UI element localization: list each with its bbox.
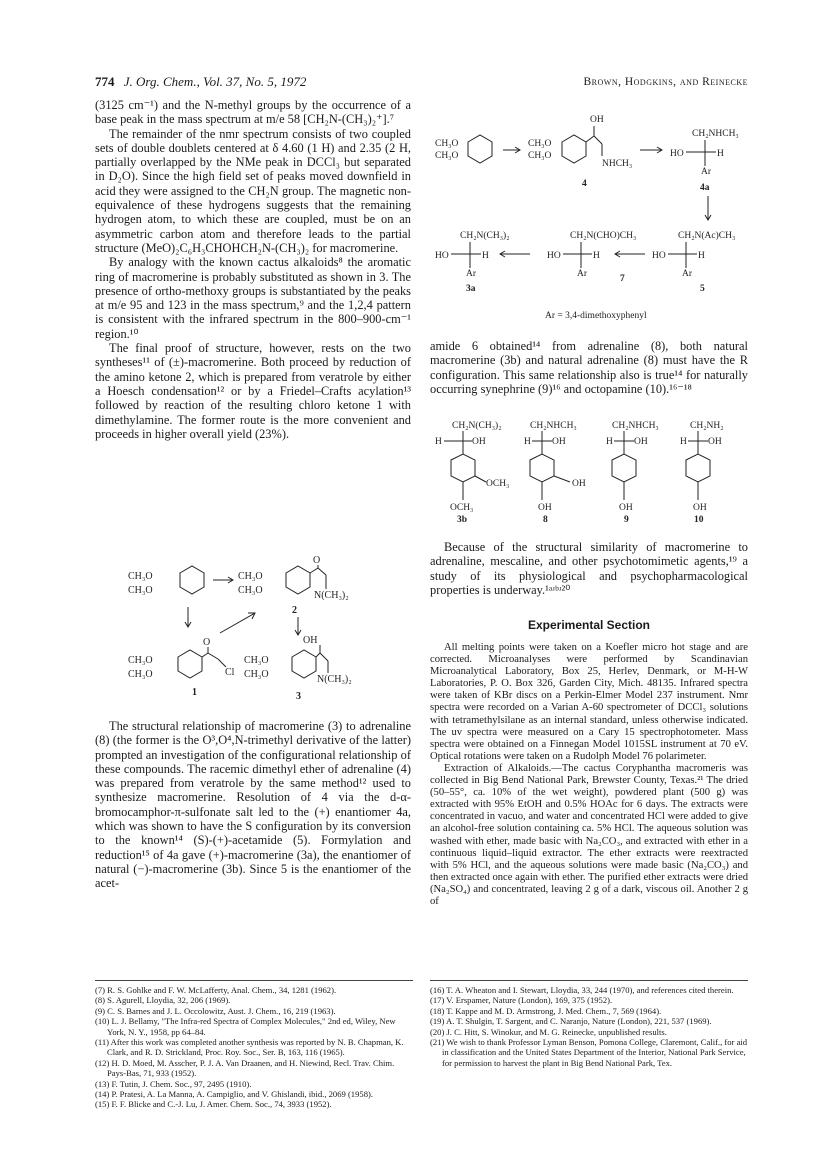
footnote: (12) H. D. Moed, M. Asscher, P. J. A. Van Draanen, and H. Niewind, Recl. Trav. Chim. Pays-Bas, 71, 933 (1952). bbox=[95, 1057, 395, 1079]
paragraph: The remainder of the nmr spectrum consists of two coupled sets of double doublets centered at δ 4.60 (1 H) and 2.35 (2 H, partially overlapped by the NMe peak in DCCl₃ but separated in D₂O). Since the high field set of peaks moved downfield in acid they were assigned to the CH₂N group. The magnetic non-equivalence of these hydrogens suggests that the remaining hydrogen atom, to which these are coupled, must be on an asymmetric carbon atom and therefore leads to the partial structure (MeO)₂C₆H₃CHOHCH₂N-(CH₃)₂ for macromerine. bbox=[95, 126, 411, 255]
footnote: (15) F. F. Blicke and C.-J. Lu, J. Amer. Chem. Soc., 74, 3933 (1952). bbox=[95, 1099, 332, 1110]
dimethylamino-label: N(CH₃)₂ bbox=[317, 674, 352, 685]
paragraph: Because of the structural similarity of macromerine to adrenaline, mescaline, and other psychotomimetic agents,¹⁹ a study of its physiological and psychopharmacological properties is underway.¹ᵃʴᵇʴ²⁰ bbox=[430, 540, 748, 597]
aryl-label: Ar bbox=[466, 269, 477, 279]
substituent-label: CH₂N(CH₃)₂ bbox=[460, 231, 510, 241]
section-heading: Experimental Section bbox=[527, 618, 651, 632]
compound-number: 10 bbox=[694, 515, 704, 525]
page-number: 774 bbox=[95, 74, 115, 89]
footnote: (19) A. T. Shulgin, T. Sargent, and C. Naranjo, Nature (London), 221, 537 (1969). bbox=[430, 1016, 712, 1027]
methoxy-label: CH₃O bbox=[128, 655, 153, 666]
methoxy-label: CH₃O bbox=[244, 655, 269, 666]
methoxy-label: CH₃O bbox=[244, 669, 269, 680]
footnote: (20) J. C. Hitt, S. Winokur, and M. G. Reinecke, unpublished results. bbox=[430, 1026, 667, 1037]
footnote-rule bbox=[95, 980, 413, 981]
experimental-text bbox=[430, 642, 748, 908]
benzene-ring bbox=[180, 566, 204, 594]
methoxy-label: OCH₃ bbox=[450, 503, 474, 513]
footnote-rule bbox=[430, 980, 748, 981]
compound-number: 7 bbox=[620, 274, 625, 284]
footnote: (14) P. Pratesi, A. La Manna, A. Campiglio, and V. Ghislandi, ibid., 2069 (1958). bbox=[95, 1089, 374, 1100]
footnote: (18) T. Kappe and M. D. Armstrong, J. Med. Chem., 7, 569 (1964). bbox=[430, 1005, 662, 1016]
substituent-label: CH₂NHCH₃ bbox=[612, 421, 659, 431]
footnotes-right bbox=[430, 985, 748, 1068]
substituent-label: CH₂NHCH₃ bbox=[692, 129, 739, 139]
methoxy-label: CH₃O bbox=[435, 139, 459, 149]
hydroxy-label: OH bbox=[708, 437, 722, 447]
paragraph: The structural relationship of macromerine (3) to adrenaline (8) (the former is the O³,O⁴,N-trimethyl derivative of the latter) prompted an investigation of the configurational relationship of these compounds. The racemic dimethyl ether of adrenaline (4) was prepared from veratrole by the same method¹² used to synthesize macromerine. Resolution of 4 via the d-α-bromocamphor-π-sulfonate salt led to the (+) enantiomer 4a, which was shown to have the S configuration by its conversion to the known¹⁴ (S)-(+)-acetamide (5). Formylation and reduction¹⁵ of 4a gave (+)-macromerine (3a), the enantiomer of natural (−)-macromerine (3b). Since 5 is the enantiomer of the acet- bbox=[95, 719, 411, 891]
configuration-scheme bbox=[430, 108, 750, 333]
methoxy-label: CH₃O bbox=[238, 585, 263, 596]
aryl-label: Ar bbox=[701, 167, 712, 177]
methoxy-label: CH₃O bbox=[435, 151, 459, 161]
compound-number: 4 bbox=[582, 179, 587, 189]
aryl-label: Ar bbox=[577, 269, 588, 279]
footnote: (16) T. A. Wheaton and I. Stewart, Lloydia, 33, 244 (1970), and references cited therein. bbox=[430, 985, 734, 995]
hydroxy-label: OH bbox=[590, 115, 604, 125]
substituent-label: CH₂N(CHO)CH₃ bbox=[570, 231, 637, 241]
compound-number: 4a bbox=[700, 183, 710, 193]
compound-number: 3a bbox=[466, 284, 476, 294]
hydroxy-label: HO bbox=[435, 251, 449, 261]
footnote: (11) After this work was completed another synthesis was reported by N. B. Chapman, K. Clark, and R. D. Strickland, Proc. Roy. Soc., Ser. B, 163, 116 (1965). bbox=[95, 1037, 404, 1058]
hydroxy-label: HO bbox=[670, 149, 684, 159]
benzene-ring bbox=[468, 135, 492, 163]
paragraph: amide 6 obtained¹⁴ from adrenaline (8), both natural macromerine (3b) and natural adrenaline (8) must have the R configuration. This same relationship also is true¹⁴ for naturally occurring synephrine (9)¹⁶ and octopamine (10).¹⁶⁻¹⁸ bbox=[430, 339, 748, 396]
hydrogen-label: H bbox=[606, 437, 613, 447]
paragraph: (3125 cm⁻¹) and the N-methyl groups by the occurrence of a base peak in the mass spectrum at m/e 58 [CH₂N-(CH₃)₂⁺].⁷ bbox=[95, 98, 411, 127]
hydroxy-label: OH bbox=[619, 503, 633, 513]
substituent-label: CH₂NHCH₃ bbox=[530, 421, 577, 431]
right-column-configuration-text bbox=[430, 339, 748, 396]
paragraph: By analogy with the known cactus alkaloids⁸ the aromatic ring of macromerine is probably substituted as shown in 3. The presence of ortho-methoxy groups is substantiated by the peaks at m/e 95 and 123 in the mass spectrum,⁹ and the 1,2,4 pattern is consistent with the infrared spectrum in the 800–900-cm⁻¹ region.¹⁰ bbox=[95, 255, 411, 341]
benzene-ring bbox=[686, 454, 710, 482]
reaction-arrow bbox=[220, 613, 255, 633]
benzene-ring bbox=[292, 650, 316, 678]
footnote: (10) L. J. Bellamy, "The Infra-red Spectra of Complex Molecules," 2nd ed, Wiley, New York, N. Y., 1958, pp 64–84. bbox=[95, 1016, 396, 1037]
methoxy-label: CH₃O bbox=[128, 669, 153, 680]
hydroxy-label: OH bbox=[634, 437, 648, 447]
synthesis-scheme bbox=[120, 555, 410, 705]
compound-number: 8 bbox=[543, 515, 548, 525]
footnotes-left bbox=[95, 985, 413, 1110]
substituent-label: CH₂N(Ac)CH₃ bbox=[678, 231, 736, 241]
hydroxy-label: HO bbox=[547, 251, 561, 261]
hydroxy-label: OH bbox=[538, 503, 552, 513]
dimethylamino-label: N(CH₃)₂ bbox=[314, 590, 349, 601]
hydroxy-label: OH bbox=[693, 503, 707, 513]
aryl-definition: Ar = 3,4-dimethoxyphenyl bbox=[545, 311, 647, 321]
footnote: (21) We wish to thank Professor Lyman Benson, Pomona College, Claremont, Calif., for aid in classification and the United States Department of the Interior, National Park Service, for permission to harvest the plant in Big Bend National Park, Tex. bbox=[430, 1037, 748, 1068]
aryl-label: Ar bbox=[682, 269, 693, 279]
hydroxy-label: OH bbox=[572, 479, 586, 489]
methoxy-label: OCH₃ bbox=[486, 479, 510, 489]
hydrogen-label: H bbox=[435, 437, 442, 447]
benzene-ring bbox=[451, 454, 475, 482]
compound-number: 3 bbox=[296, 691, 301, 702]
left-column-top-text bbox=[95, 98, 411, 441]
paragraph: The final proof of structure, however, rests on the two syntheses¹¹ of (±)-macromerine. Both proceed by reduction of the amino ketone 2, which is prepared from veratrole by either a Hoesch condensation¹² or by a Friedel–Crafts acylation¹³ followed by reaction of the resulting chloro ketone 1 with dimethylamine. The former route is the more convenient and proceeds in higher overall yield (23%). bbox=[95, 341, 411, 441]
compound-number: 1 bbox=[192, 687, 197, 698]
hydrogen-label: H bbox=[593, 251, 600, 261]
footnote: (7) R. S. Gohlke and F. W. McLafferty, Anal. Chem., 34, 1281 (1962). bbox=[95, 985, 337, 995]
compound-number: 9 bbox=[624, 515, 629, 525]
natural-amines-structures bbox=[430, 418, 750, 528]
substituent-label: CH₂N(CH₃)₂ bbox=[452, 421, 502, 431]
methoxy-label: CH₃O bbox=[238, 571, 263, 582]
footnote: (13) F. Tutin, J. Chem. Soc., 97, 2495 (1910). bbox=[95, 1078, 252, 1089]
substituent-label: CH₂NH₂ bbox=[690, 421, 724, 431]
right-column-pharmacology-text bbox=[430, 540, 748, 597]
compound-number: 3b bbox=[457, 515, 468, 525]
compound-number: 2 bbox=[292, 605, 297, 616]
paragraph: Extraction of Alkaloids.—The cactus Coryphantha macromeris was collected in Big Bend National Park, Brewster County, Texas.²¹ The dried (50–55°, ca. 10% of the wet weight), powdered plant (500 g) was extracted with 95% EtOH and 0.5% HOAc for 6 days. The extracts were concentrated in vacuo, and water and concentrated HCl were added to give an alcohol-free solution containing ca. 5% HCl. The aqueous solution was washed with ether, made basic with Na₂CO₃, and extracted with ether in a continuous liquid–liquid extractor. The ether extracts were reextracted with 5% HCl, and the aqueous solutions were made basic (Na₂CO₃) and then extracted once again with ether. The purified ether extracts were dried (Na₂SO₄) and concentrated, leaving 2 g of a dark, viscous oil. Another 2 g of bbox=[430, 762, 748, 907]
carbonyl-o-label: O bbox=[313, 555, 321, 566]
hydrogen-label: H bbox=[717, 149, 724, 159]
hydrogen-label: H bbox=[680, 437, 687, 447]
paragraph: All melting points were taken on a Koefler micro hot stage and are corrected. Microanalyses were performed by Scandinavian Microanalytical Laboratory, Box 25, Herlev, Denmark, or M-H-W Laboratories, P. O. Box 326, Garden City, Mich. 48135. Infrared spectra were taken of KBr discs on a Perkin-Elmer Model 237 instrument. Nmr spectra were recorded on a Varian A-60 spectrometer of DCCl₃ solutions with tetramethylsilane as an internal standard, unless otherwise indicated. The uv spectra were measured on a Cary 15 spectrophotometer. Mass spectra were obtained on a Finnegan Model 1015SL instrument at 70 eV. Optical rotations were taken on a Rudolph Model 76 polarimeter. bbox=[430, 642, 748, 762]
hydrogen-label: H bbox=[482, 251, 489, 261]
methoxy-label: CH₃O bbox=[528, 151, 552, 161]
benzene-ring bbox=[178, 650, 202, 678]
running-header-authors: Brown, Hodgkins, and Reinecke bbox=[583, 76, 748, 88]
methoxy-label: CH₃O bbox=[528, 139, 552, 149]
methoxy-label: CH₃O bbox=[128, 585, 153, 596]
benzene-ring bbox=[286, 566, 310, 594]
hydroxy-label: OH bbox=[472, 437, 486, 447]
hydroxy-label: OH bbox=[552, 437, 566, 447]
amine-label: NHCH₃ bbox=[602, 159, 633, 169]
benzene-ring bbox=[530, 454, 554, 482]
benzene-ring bbox=[612, 454, 636, 482]
journal-citation: J. Org. Chem., Vol. 37, No. 5, 1972 bbox=[123, 74, 307, 89]
benzene-ring bbox=[562, 135, 586, 163]
running-header-left bbox=[95, 74, 306, 90]
chloro-label: Cl bbox=[225, 667, 235, 678]
footnote: (17) V. Erspamer, Nature (London), 169, 375 (1952). bbox=[430, 995, 613, 1006]
methoxy-label: CH₃O bbox=[128, 571, 153, 582]
left-column-configuration-text bbox=[95, 719, 411, 891]
hydrogen-label: H bbox=[698, 251, 705, 261]
footnote: (9) C. S. Barnes and J. L. Occolowitz, Aust. J. Chem., 16, 219 (1963). bbox=[95, 1005, 336, 1016]
hydroxy-label: HO bbox=[652, 251, 666, 261]
hydrogen-label: H bbox=[524, 437, 531, 447]
footnote: (8) S. Agurell, Lloydia, 32, 206 (1969). bbox=[95, 995, 231, 1006]
hydroxy-label: OH bbox=[303, 635, 318, 646]
compound-number: 5 bbox=[700, 284, 705, 294]
carbonyl-o-label: O bbox=[203, 637, 211, 648]
